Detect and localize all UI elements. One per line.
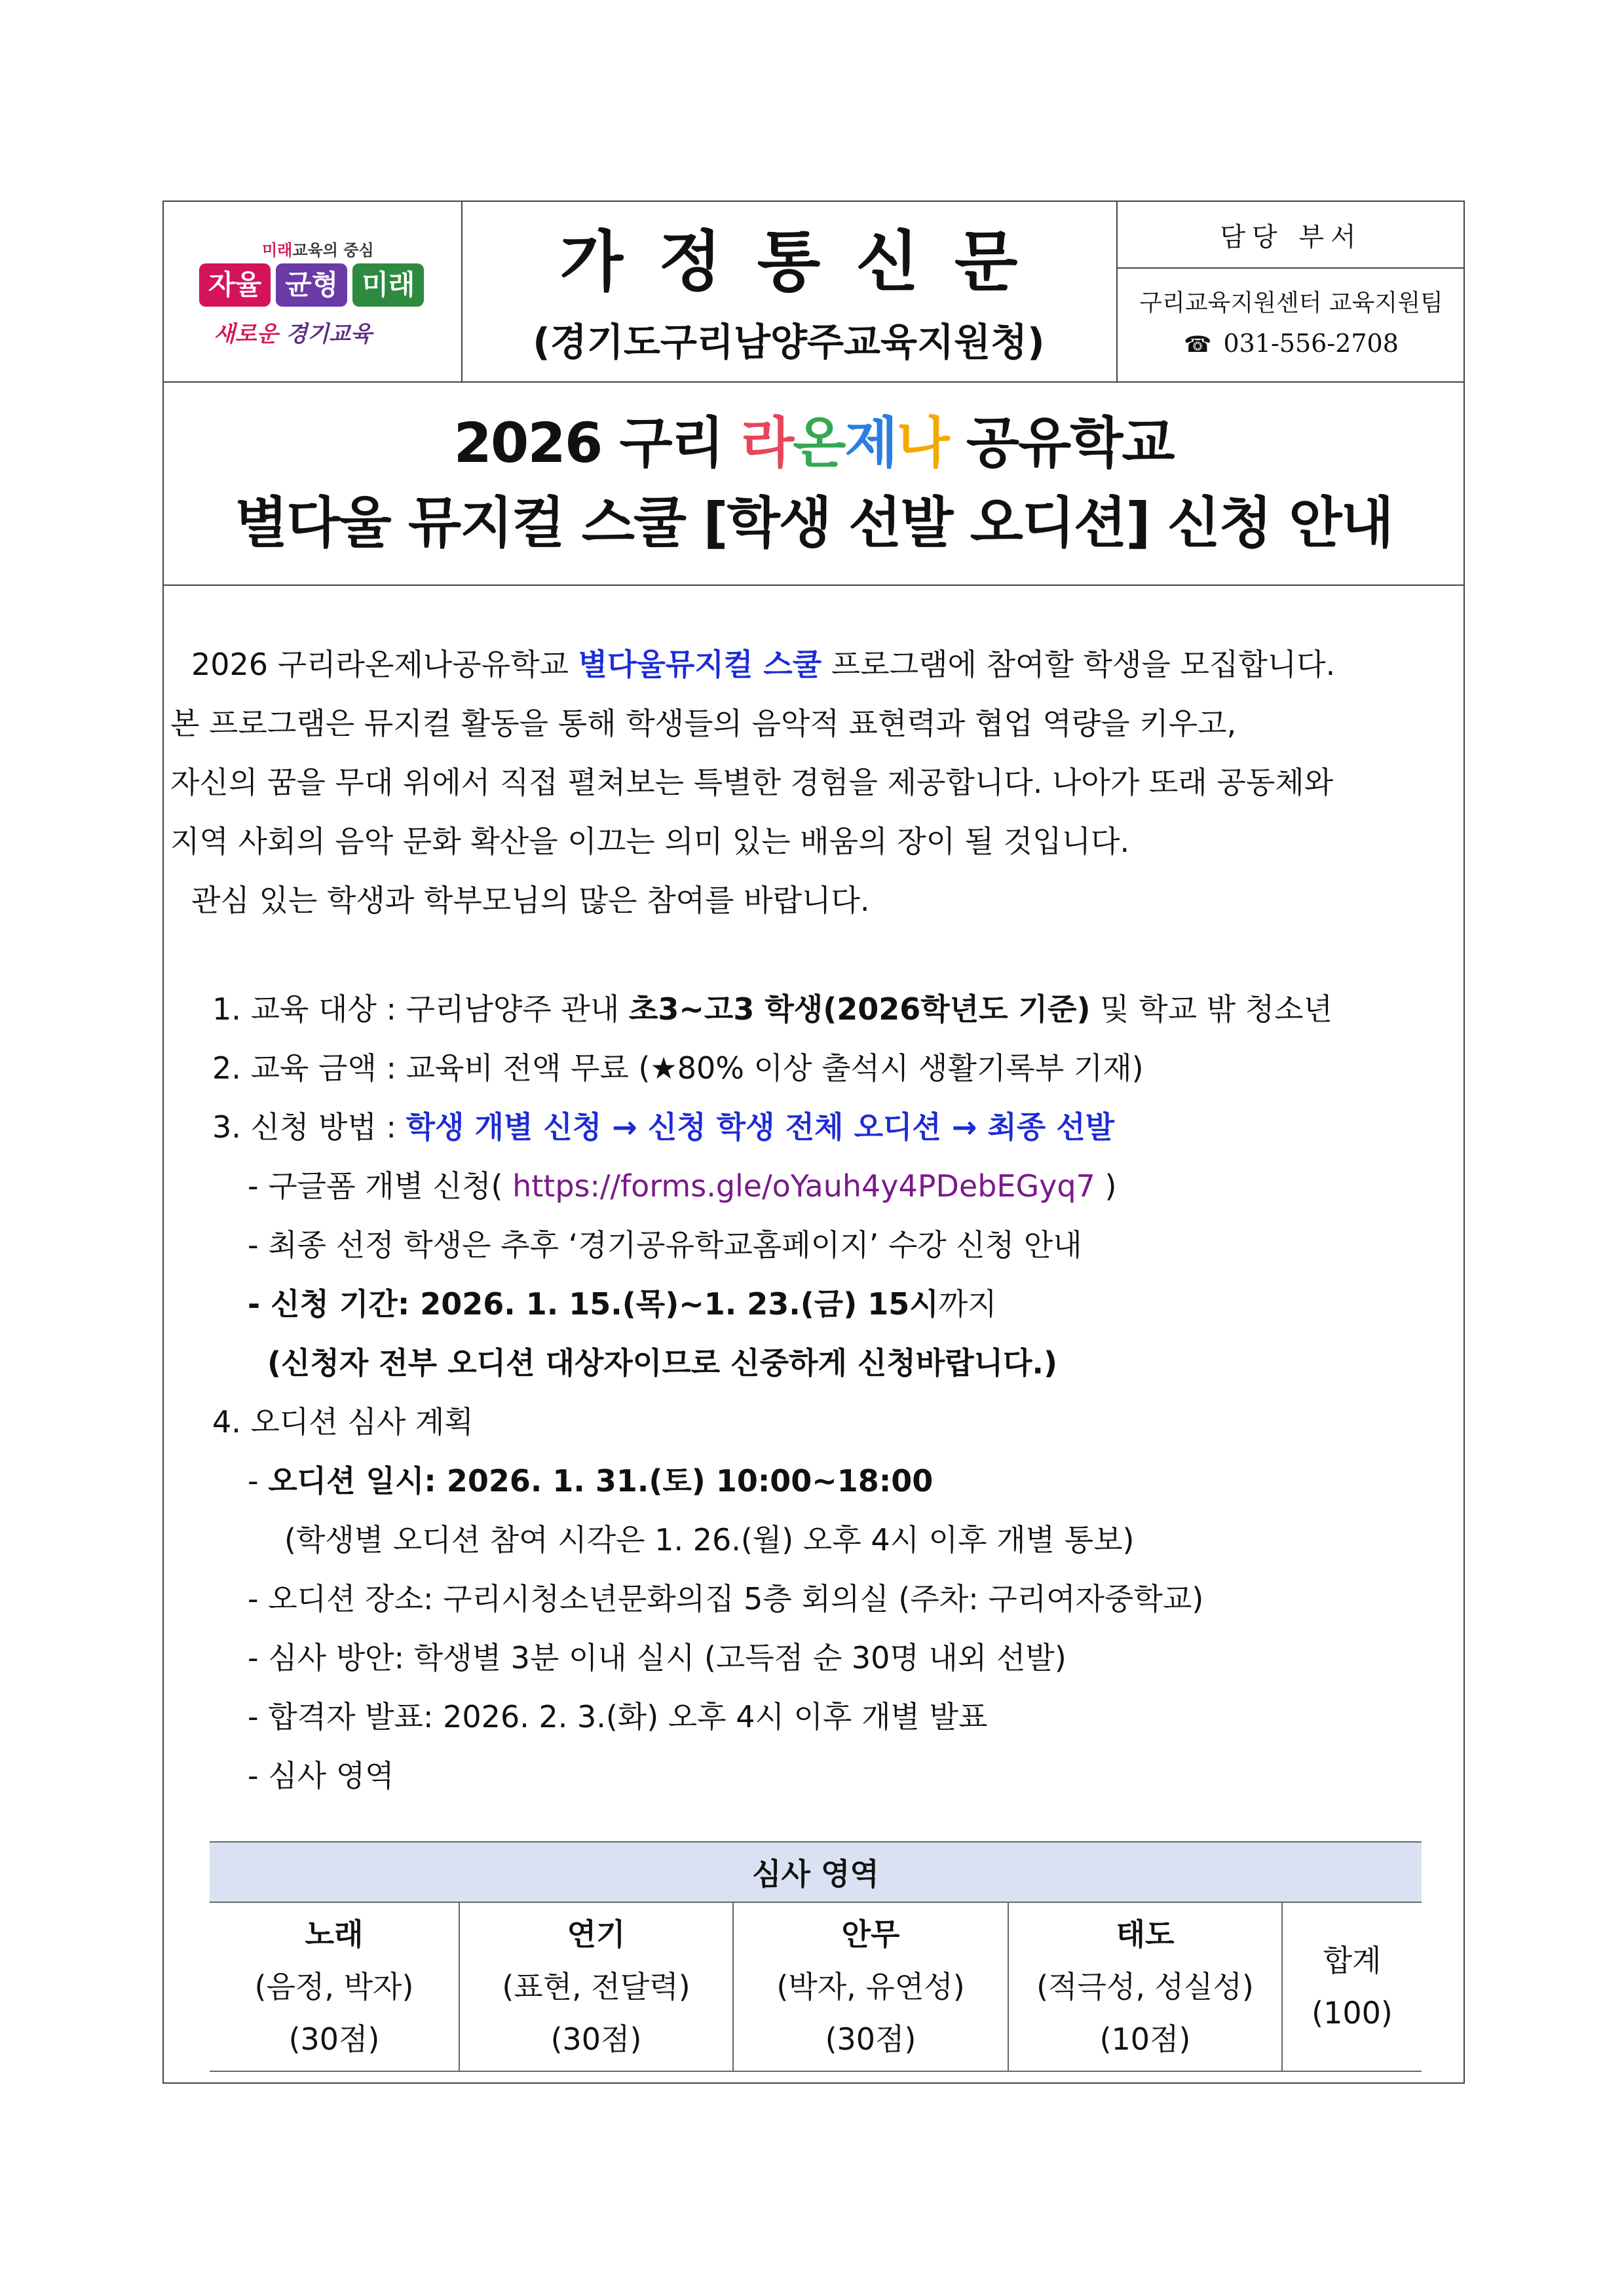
brand-char: 제 xyxy=(844,411,897,475)
item-audition-method: - 심사 방안: 학생별 3분 이내 실시 (고득점 순 30명 내외 선발) xyxy=(248,1640,1067,1675)
page-subtitle: (경기도구리남양주교육지원청) xyxy=(533,320,1045,364)
logo-pill: 자율 xyxy=(199,263,271,307)
item-eval-area: - 심사 영역 xyxy=(248,1758,394,1793)
item-audition-date: - 오디션 일시: 2026. 1. 31.(토) 10:00~18:00 xyxy=(248,1463,934,1499)
evaluation-table xyxy=(210,1841,1422,2072)
table-cell: 노래 (음정, 박자) (30점) xyxy=(210,1902,459,2071)
title-cell xyxy=(461,202,1116,381)
brand-char: 온 xyxy=(793,411,845,475)
table-cell: 안무 (박자, 유연성) (30점) xyxy=(733,1902,1008,2071)
department-cell xyxy=(1116,202,1465,381)
item-audition-time-note: (학생별 오디션 참여 시각은 1. 26.(월) 오후 4시 이후 개별 통보) xyxy=(284,1522,1135,1558)
table-total-cell: 합계 (100) xyxy=(1282,1902,1422,2071)
logo-pill: 미래 xyxy=(352,263,424,307)
headline-section xyxy=(164,381,1463,586)
item-target: 1. 교육 대상 : 구리남양주 관내 초3~고3 학생(2026학년도 기준) 및 학교 밖 청소년 xyxy=(212,991,1333,1027)
logo-pills xyxy=(199,263,424,307)
logo-cell xyxy=(164,202,463,381)
page-title: 가정통신문 xyxy=(559,223,1053,300)
intro-line: 관심 있는 학생과 학부모님의 많은 참여를 바랍니다. xyxy=(191,883,870,918)
logo-pill: 균형 xyxy=(276,263,347,307)
item-final-notice: - 최종 선정 학생은 추후 ‘경기공유학교홈페이지’ 수강 신청 안내 xyxy=(248,1227,1082,1263)
table-cell: 연기 (표현, 전달력) (30점) xyxy=(459,1902,733,2071)
table-row xyxy=(210,1902,1422,2071)
headline-line2: 별다울 뮤지컬 스쿨 [학생 선발 오디션] 신청 안내 xyxy=(235,491,1393,555)
department-name: 구리교육지원센터 교육지원팀 xyxy=(1139,290,1443,316)
intro-line: 자신의 꿈을 무대 위에서 직접 펼쳐보는 특별한 경험을 제공합니다. 나아가 또래 공동체와 xyxy=(170,765,1334,800)
item-method: 3. 신청 방법 : 학생 개별 신청 → 신청 학생 전체 오디션 → 최종 선발 xyxy=(212,1109,1115,1145)
form-link[interactable]: https://forms.gle/oYauh4y4PDebEGyq7 xyxy=(512,1168,1095,1204)
item-period: - 신청 기간: 2026. 1. 15.(목)~1. 23.(금) 15시까지 xyxy=(248,1286,997,1322)
item-cost: 2. 교육 금액 : 교육비 전액 무료 (★80% 이상 출석시 생활기록부 기재) xyxy=(212,1050,1144,1086)
department-label: 담당 부서 xyxy=(1118,202,1465,269)
logo-tagline: 미래교육의 중심 xyxy=(262,241,374,259)
item-audition-place: - 오디션 장소: 구리시청소년문화의집 5층 회의실 (주차: 구리여자중학교) xyxy=(248,1581,1204,1617)
intro-line: 지역 사회의 음악 문화 확산을 이끄는 의미 있는 배움의 장이 될 것입니다. xyxy=(170,824,1130,859)
phone-icon: ☎ xyxy=(1184,332,1212,358)
intro-line: 2026 구리라온제나공유학교 별다울뮤지컬 스쿨 프로그램에 참여할 학생을 모집합니다. xyxy=(191,647,1336,682)
logo-subtitle: 새로운 경기교육 xyxy=(214,321,372,347)
header xyxy=(164,202,1463,383)
brand-char: 라 xyxy=(741,411,793,475)
item-result-announce: - 합격자 발표: 2026. 2. 3.(화) 오후 4시 이후 개별 발표 xyxy=(248,1699,988,1734)
item-audition-plan: 4. 오디션 심사 계획 xyxy=(212,1404,474,1440)
table-header: 심사 영역 xyxy=(210,1842,1422,1902)
department-phone: ☎ 031-556-2708 xyxy=(1184,329,1399,358)
brand-char: 나 xyxy=(896,411,949,475)
item-period-note: (신청자 전부 오디션 대상자이므로 신중하게 신청바랍니다.) xyxy=(267,1345,1058,1381)
headline-line1: 2026 구리 라온제나 공유학교 xyxy=(453,411,1174,475)
item-google-form: - 구글폼 개별 신청( https://forms.gle/oYauh4y4PDebEGyq7 ) xyxy=(248,1168,1117,1204)
intro-line: 본 프로그램은 뮤지컬 활동을 통해 학생들의 음악적 표현력과 협업 역량을 키우고, xyxy=(170,706,1237,741)
table-cell: 태도 (적극성, 성실성) (10점) xyxy=(1008,1902,1282,2071)
notice-frame xyxy=(162,201,1465,2084)
